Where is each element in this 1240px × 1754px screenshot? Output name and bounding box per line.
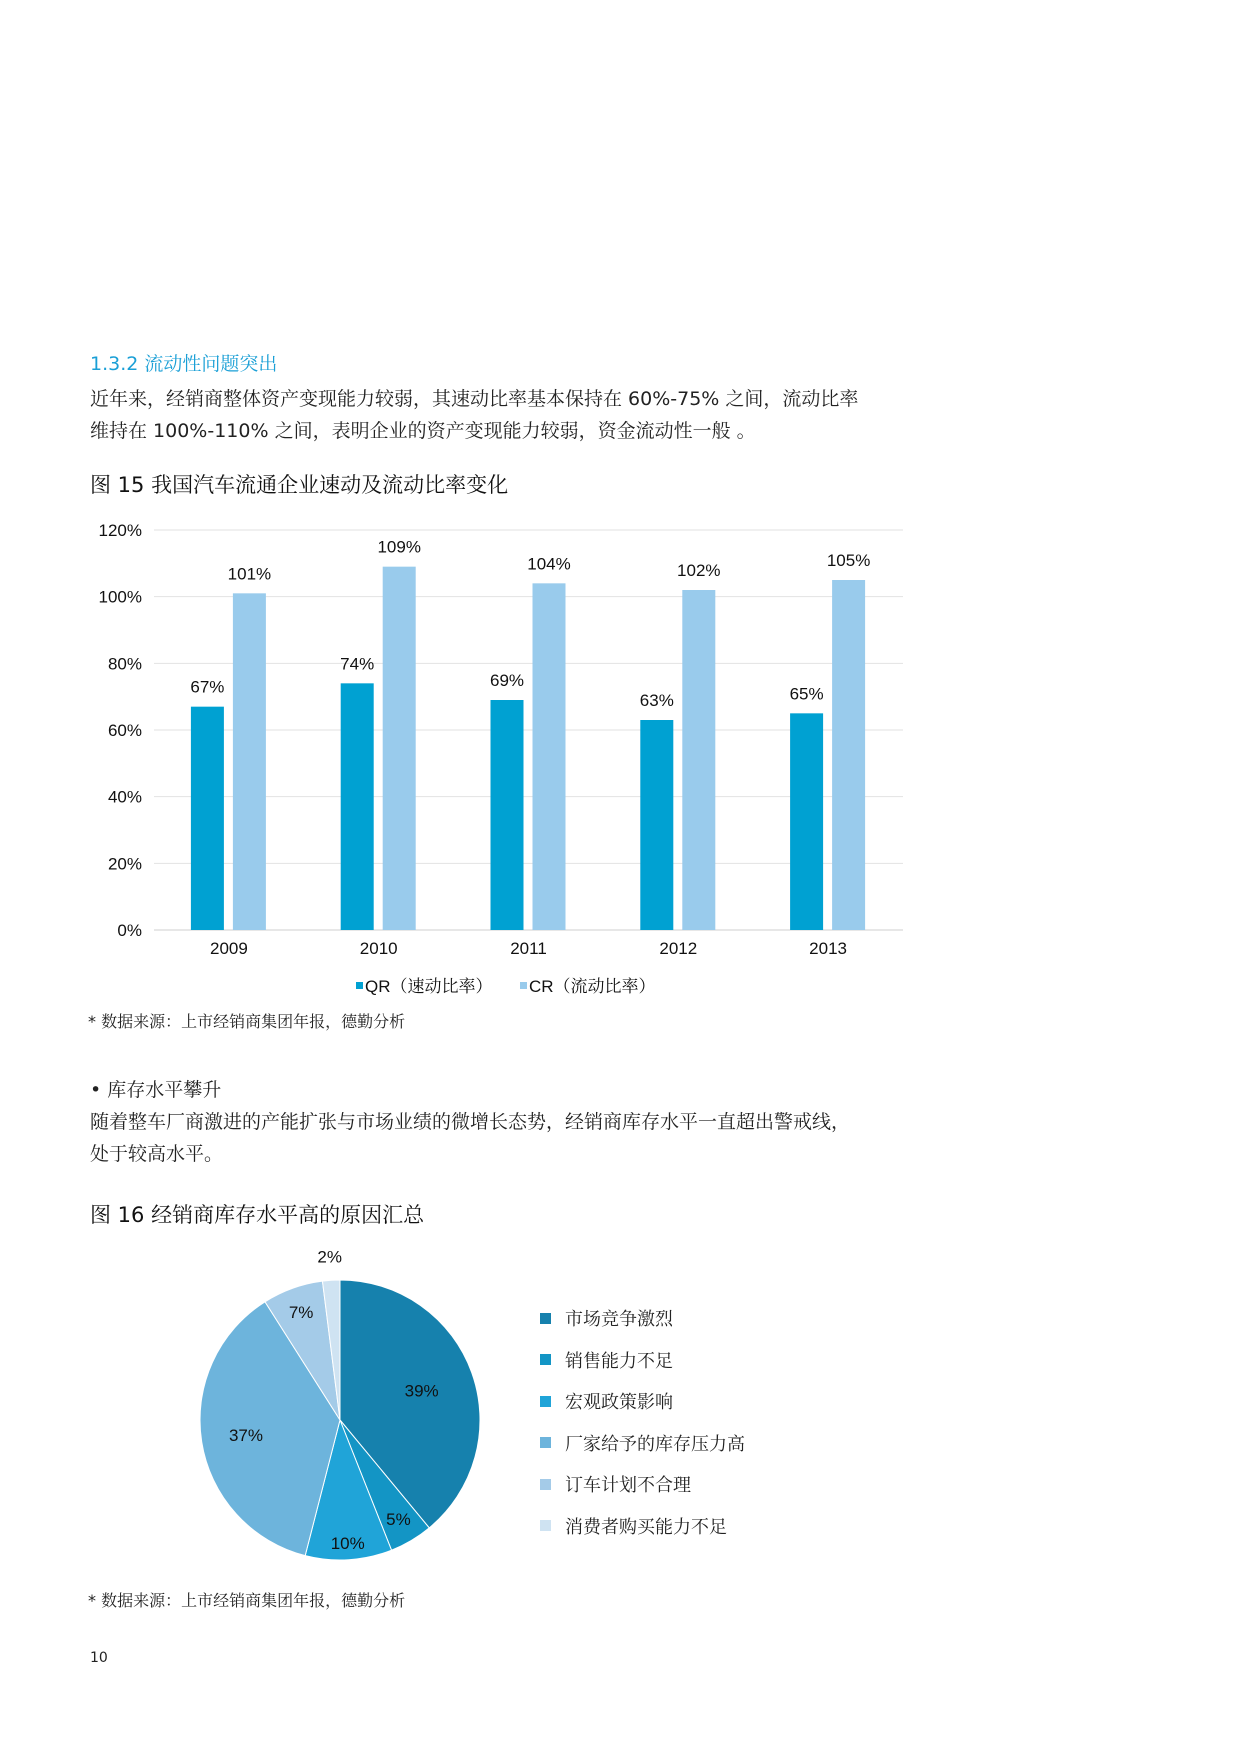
legend-swatch	[540, 1520, 551, 1531]
pie-chart	[180, 1250, 520, 1580]
legend-swatch	[540, 1354, 551, 1365]
y-tick-label: 20%	[107, 854, 142, 874]
y-tick-label: 120%	[98, 521, 142, 540]
x-tick-label: 2009	[209, 939, 248, 958]
data-label: 104%	[527, 554, 571, 574]
cr-bar	[682, 590, 715, 930]
data-label: 101%	[227, 564, 272, 584]
data-label: 109%	[377, 537, 421, 557]
qr-bar	[491, 700, 524, 930]
pie-legend-item	[540, 1471, 691, 1497]
legend-swatch	[540, 1437, 551, 1448]
legend-label: 厂家给予的库存压力高	[565, 1433, 745, 1455]
pie-legend-item	[540, 1513, 727, 1539]
legend-label: 订车计划不合理	[565, 1475, 691, 1496]
x-tick-label: 2010	[359, 939, 398, 958]
legend-swatch	[540, 1396, 551, 1407]
slice-label: 37%	[228, 1425, 263, 1445]
pie-legend-item	[540, 1305, 673, 1331]
section-title: 1.3.2 流动性问题突出	[90, 353, 278, 375]
y-tick-label: 60%	[107, 721, 142, 740]
figure-15-title: 图 15 我国汽车流通企业速动及流动比率变化	[90, 473, 509, 497]
data-label: 67%	[190, 677, 225, 697]
y-tick-label: 80%	[107, 654, 142, 674]
bullet-title: • 库存水平攀升	[90, 1079, 222, 1101]
x-tick-label: 2012	[659, 939, 698, 958]
data-label: 63%	[639, 691, 674, 710]
figure-16-source: * 数据来源：上市经销商集团年报，德勤分析	[88, 1591, 406, 1610]
legend-label: 宏观政策影响	[565, 1392, 673, 1413]
slice-label: 5%	[386, 1509, 411, 1529]
bar-chart	[80, 510, 920, 1010]
data-label: 105%	[826, 551, 871, 570]
y-tick-label: 100%	[98, 587, 142, 607]
x-tick-label: 2013	[809, 939, 848, 958]
qr-bar	[341, 683, 374, 930]
legend-label: QR（速动比率）	[365, 977, 493, 996]
pie-legend-item	[540, 1388, 673, 1414]
legend-label: 消费者购买能力不足	[565, 1516, 727, 1538]
cr-bar	[832, 580, 865, 930]
pie-legend-item	[540, 1347, 673, 1373]
qr-bar	[191, 707, 224, 930]
bullet-line-1: 随着整车厂商激进的产能扩张与市场业绩的微增长态势，经销商库存水平一直超出警戒线，	[90, 1111, 851, 1133]
legend-swatch	[540, 1479, 551, 1490]
cr-bar	[533, 583, 566, 930]
data-label: 69%	[489, 671, 525, 690]
legend-swatch	[520, 982, 527, 989]
paragraph-line-1: 近年来，经销商整体资产变现能力较弱，其速动比率基本保持在 60%-75% 之间，流动比率	[90, 388, 859, 410]
data-label: 65%	[789, 684, 824, 704]
data-label: 74%	[340, 654, 375, 674]
qr-bar	[640, 720, 673, 930]
qr-bar	[790, 713, 823, 930]
y-tick-label: 40%	[107, 787, 142, 807]
slice-label: 10%	[330, 1533, 365, 1553]
legend-label: 市场竞争激烈	[565, 1309, 673, 1330]
legend-label: 销售能力不足	[565, 1350, 673, 1372]
cr-bar	[383, 567, 416, 930]
cr-bar	[233, 593, 266, 930]
data-label: 102%	[677, 561, 721, 580]
legend-swatch	[540, 1313, 551, 1324]
legend-swatch	[356, 982, 363, 989]
bullet-line-2: 处于较高水平。	[90, 1143, 224, 1165]
x-tick-label: 2011	[510, 939, 547, 958]
slice-label: 2%	[317, 1250, 343, 1267]
figure-16-title: 图 16 经销商库存水平高的原因汇总	[90, 1203, 425, 1227]
slice-label: 7%	[288, 1302, 314, 1322]
slice-label: 39%	[404, 1381, 439, 1401]
figure-15-source: * 数据来源：上市经销商集团年报，德勤分析	[88, 1012, 406, 1031]
legend-label: CR（流动比率）	[529, 977, 656, 996]
y-tick-label: 0%	[117, 921, 142, 940]
paragraph-line-2: 维持在 100%-110% 之间，表明企业的资产变现能力较弱，资金流动性一般 。	[90, 420, 756, 442]
pie-legend-item	[540, 1430, 745, 1456]
page-number: 10	[90, 1650, 108, 1666]
